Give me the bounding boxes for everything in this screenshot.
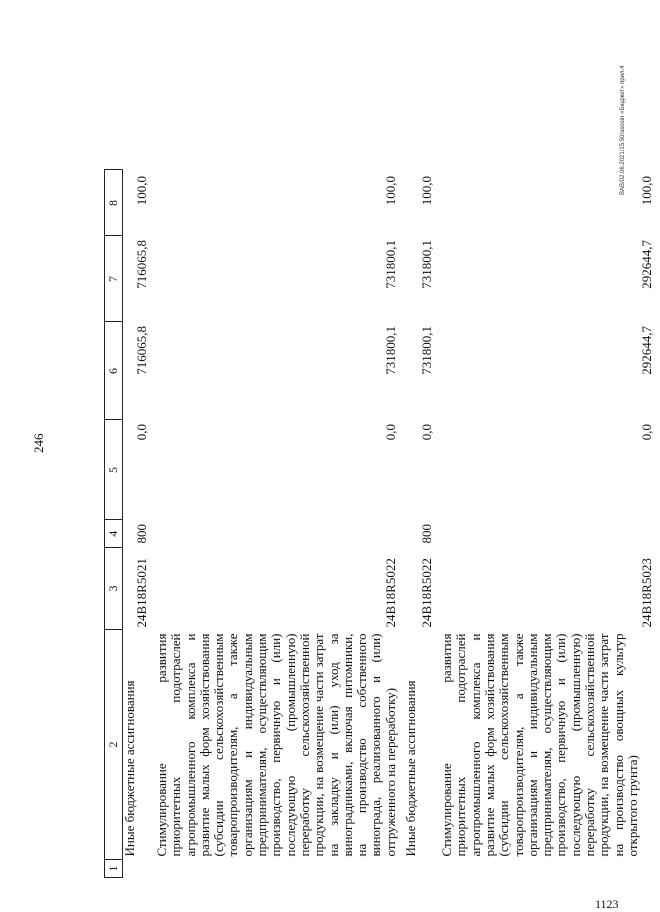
row-col7: 731800,1 <box>418 240 434 289</box>
budget-table <box>104 170 660 879</box>
row-col5: 0,0 <box>133 424 149 441</box>
table-row <box>155 170 404 878</box>
table-row <box>123 170 156 878</box>
header-col-4: 4 <box>105 520 123 548</box>
row-code: 24B18R5021 <box>133 558 149 628</box>
header-col-8: 8 <box>105 170 123 236</box>
table-header-row <box>105 170 123 878</box>
row-code: 24B18R5023 <box>638 558 654 628</box>
row-index-cell <box>404 860 440 878</box>
sheet-number: 1123 <box>595 897 619 911</box>
header-col-7: 7 <box>105 236 123 322</box>
row-index-cell <box>440 860 660 878</box>
row-col5: 0,0 <box>382 424 398 441</box>
row-col6: 716065,8 <box>133 326 149 375</box>
row-index-cell <box>123 860 156 878</box>
row-col6: 731800,1 <box>418 326 434 375</box>
row-col4 <box>440 520 660 548</box>
header-col-3: 3 <box>105 548 123 630</box>
table-row <box>440 170 660 878</box>
row-col7: 716065,8 <box>133 240 149 289</box>
row-col8: 100,0 <box>382 176 398 206</box>
row-col6: 731800,1 <box>382 326 398 375</box>
row-col8: 100,0 <box>638 176 654 206</box>
row-col6: 292644,7 <box>638 326 654 375</box>
table-row <box>404 170 440 878</box>
header-col-5: 5 <box>105 420 123 520</box>
row-name: Иные бюджетные ассигнования <box>122 680 137 857</box>
row-col8: 100,0 <box>418 176 434 206</box>
row-col4: 800 <box>418 524 434 544</box>
header-col-1: 1 <box>105 860 123 878</box>
page-number: 246 <box>31 433 46 453</box>
row-col4: 800 <box>133 524 149 544</box>
row-index-cell <box>155 860 404 878</box>
row-name: Стимулирование развития приоритетных подотраслей агропромышленного комплекса и развитие малых форм хозяйствования (субсидии сельскохозяйственным товаропроизводителям, а также организациям и индивидуальным предпринимателям, осуществляющим производство, первичную и (или) последующую (промышленную) переработку сельскохозяйственной продукции, на возмещение части затрат на закладку и (или) уход за виноградниками, включая питомники, на производство собственного винограда, реализованного и (или) отгруженного на переработку) <box>154 633 398 857</box>
row-col5: 0,0 <box>418 424 434 441</box>
row-col4 <box>155 520 404 548</box>
row-code: 24B18R5022 <box>418 558 434 628</box>
row-name: Иные бюджетные ассигнования <box>403 680 419 857</box>
row-col5: 0,0 <box>638 424 654 441</box>
header-col-6: 6 <box>105 322 123 420</box>
document-footer-code: BAB/02.06.2021/15:50/asosin «Бюджет» прил.4 <box>620 65 626 195</box>
row-col7: 292644,7 <box>638 240 654 289</box>
row-name: Стимулирование развития приоритетных подотраслей агропромышленного комплекса и развитие малых форм хозяйствования (субсидии сельскохозяйственным товаропроизводителям, а также организациям и индивидуальным предпринимателям, осуществляющим производство, первичную и (или) последующую (промышленную) переработку сельскохозяйственной продукции, на возмещение части затрат на производство овощных культур открытого грунта) <box>439 633 640 857</box>
row-code: 24B18R5022 <box>382 558 398 628</box>
header-col-2: 2 <box>105 630 123 860</box>
row-col8: 100,0 <box>133 176 149 206</box>
row-col7: 731800,1 <box>382 240 398 289</box>
